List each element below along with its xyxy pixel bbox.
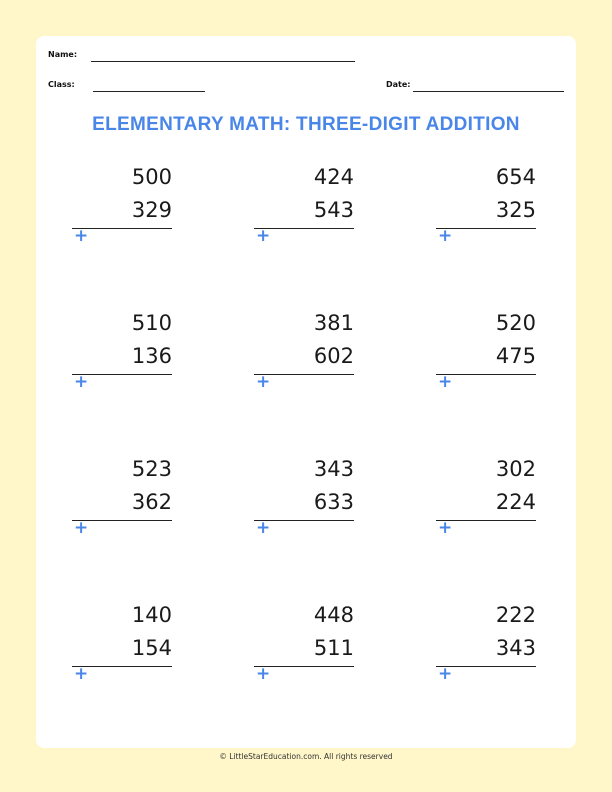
plus-icon: + bbox=[438, 518, 453, 538]
addition-problem bbox=[72, 457, 172, 547]
top-addend: 523 bbox=[131, 457, 172, 481]
top-addend: 381 bbox=[313, 311, 354, 335]
top-addend: 654 bbox=[495, 165, 536, 189]
date-label: Date: bbox=[386, 80, 411, 89]
plus-icon: + bbox=[74, 226, 89, 246]
date-field[interactable] bbox=[386, 80, 566, 94]
bottom-addend: 475 bbox=[495, 344, 536, 368]
bottom-addend: 343 bbox=[495, 636, 536, 660]
plus-icon: + bbox=[438, 372, 453, 392]
bottom-addend: 329 bbox=[131, 198, 172, 222]
addition-problem bbox=[254, 311, 354, 401]
addition-problem bbox=[436, 311, 536, 401]
bottom-addend: 543 bbox=[313, 198, 354, 222]
addition-problem bbox=[436, 457, 536, 547]
name-line[interactable] bbox=[91, 61, 355, 62]
bottom-addend: 362 bbox=[131, 490, 172, 514]
addition-problem bbox=[72, 603, 172, 693]
addition-problem bbox=[72, 311, 172, 401]
plus-icon: + bbox=[438, 664, 453, 684]
top-addend: 140 bbox=[131, 603, 172, 627]
top-addend: 500 bbox=[131, 165, 172, 189]
date-line[interactable] bbox=[413, 91, 564, 92]
bottom-addend: 633 bbox=[313, 490, 354, 514]
bottom-addend: 224 bbox=[495, 490, 536, 514]
bottom-addend: 136 bbox=[131, 344, 172, 368]
addition-problem bbox=[436, 165, 536, 255]
addition-problem bbox=[72, 165, 172, 255]
worksheet bbox=[36, 36, 576, 748]
top-addend: 520 bbox=[495, 311, 536, 335]
top-addend: 343 bbox=[313, 457, 354, 481]
top-addend: 424 bbox=[313, 165, 354, 189]
addition-problem bbox=[254, 603, 354, 693]
class-field[interactable] bbox=[48, 80, 208, 94]
plus-icon: + bbox=[74, 372, 89, 392]
top-addend: 510 bbox=[131, 311, 172, 335]
bottom-addend: 602 bbox=[313, 344, 354, 368]
class-label: Class: bbox=[48, 80, 75, 89]
plus-icon: + bbox=[256, 372, 271, 392]
bottom-addend: 154 bbox=[131, 636, 172, 660]
top-addend: 222 bbox=[495, 603, 536, 627]
page-title: ELEMENTARY MATH: THREE-DIGIT ADDITION bbox=[92, 114, 520, 135]
top-addend: 448 bbox=[313, 603, 354, 627]
addition-problem bbox=[254, 457, 354, 547]
plus-icon: + bbox=[74, 518, 89, 538]
addition-problem bbox=[436, 603, 536, 693]
bottom-addend: 325 bbox=[495, 198, 536, 222]
name-label: Name: bbox=[48, 50, 78, 59]
copyright-footer: © LittleStarEducation.com. All rights reserved bbox=[219, 752, 393, 761]
class-line[interactable] bbox=[93, 91, 205, 92]
name-field[interactable] bbox=[48, 50, 348, 64]
plus-icon: + bbox=[438, 226, 453, 246]
addition-problem bbox=[254, 165, 354, 255]
top-addend: 302 bbox=[495, 457, 536, 481]
plus-icon: + bbox=[74, 664, 89, 684]
bottom-addend: 511 bbox=[313, 636, 354, 660]
plus-icon: + bbox=[256, 518, 271, 538]
plus-icon: + bbox=[256, 664, 271, 684]
plus-icon: + bbox=[256, 226, 271, 246]
